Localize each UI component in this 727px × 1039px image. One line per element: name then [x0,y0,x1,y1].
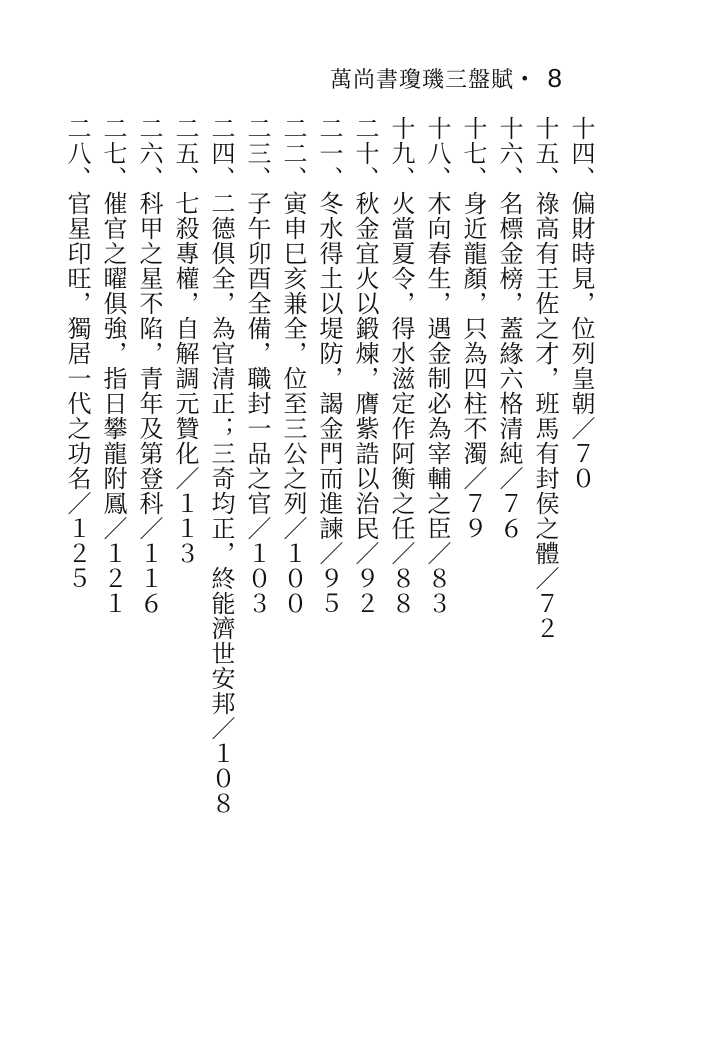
running-header [330,58,610,98]
toc-entry: 二十、秋金宜火以鍛煉，膺紫誥以治民／９２ [351,116,379,616]
toc-entry: 二一、冬水得土以堤防，謁金門而進諫／９５ [315,116,343,616]
toc-entry: 二八、官星印旺，獨居一代之功名／１２５ [63,116,91,591]
toc-entry: 十四、偏財時見，位列皇朝／７０ [567,116,595,491]
toc-entry: 二二、寅申巳亥兼全，位至三公之列／１００ [279,116,307,616]
running-title: 萬尚書瓊璣三盤賦 [330,67,515,93]
page-number: 8 [547,62,562,93]
toc-entry: 十九、火當夏令，得水滋定作阿衡之任／８８ [387,116,415,616]
toc-entry: 十七、身近龍顏，只為四柱不濁／７９ [459,116,487,541]
toc-entry: 二四、二德俱全，為官清正；三奇均正，終能濟世安邦／１０８ [207,116,235,816]
toc-entry: 二六、科甲之星不陷，青年及第登科／１１６ [135,116,163,616]
header-bullet: • [520,68,530,88]
toc-entry: 十五、祿高有王佐之才，班馬有封侯之體／７２ [531,116,559,641]
toc-entry: 二三、子午卯酉全備，職封一品之官／１０３ [243,116,271,616]
toc-entry: 十八、木向春生，遇金制必為宰輔之臣／８３ [423,116,451,616]
table-of-contents [62,116,594,836]
toc-entry: 二七、催官之曜俱強，指日攀龍附鳳／１２１ [99,116,127,616]
toc-entry: 十六、名標金榜，蓋緣六格清純／７６ [495,116,523,541]
toc-entry: 二五、七殺專權，自解調元贊化／１１３ [171,116,199,566]
